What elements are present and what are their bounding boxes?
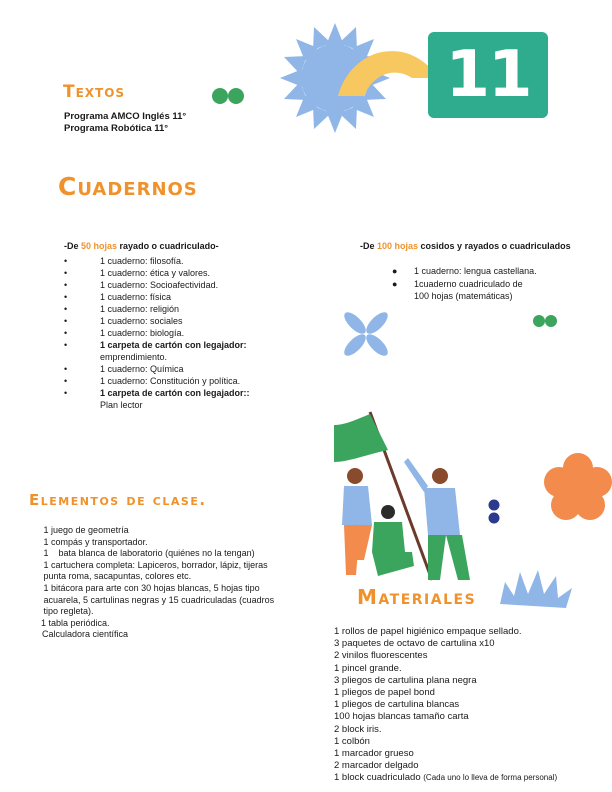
- list-item: ● 1 cuaderno: lengua castellana.: [392, 266, 537, 276]
- list-item: 2 marcador delgado: [334, 760, 419, 772]
- list-item: 1 tabla periódica.: [36, 617, 110, 628]
- elementos-title: Elementos de clase.: [29, 491, 207, 509]
- list-item: ● 1cuaderno cuadriculado de 100 hojas (matemáticas): [392, 279, 523, 301]
- list-item: 1 pliegos de cartulina blancas: [334, 699, 460, 711]
- list-item: 100 hojas blancas tamaño carta: [334, 711, 469, 723]
- green-dots-small-decoration: [533, 315, 557, 327]
- list-item: 1 colbón: [334, 735, 370, 747]
- list-item: 1 bitácora para arte con 30 hojas blancas, 5 hojas tipo acuarela, 5 cartulinas negras y 15 cuadriculadas (cuadros tipo regleta).: [43, 582, 275, 617]
- list-item: 1 compás y transportador.: [36, 536, 148, 547]
- list-item: • 1 cuaderno: sociales: [64, 316, 183, 326]
- item-text: 1 cuaderno: ética y valores.: [100, 268, 211, 278]
- blue-bush-decoration: [500, 570, 572, 608]
- list-item: Calculadora científica: [42, 629, 129, 640]
- item-text: 1cuaderno cuadriculado de 100 hojas (matemáticas): [414, 279, 523, 301]
- cuadernos-50-list: [64, 255, 264, 411]
- item-text: 1 cuaderno: lengua castellana.: [414, 266, 537, 276]
- list-item: • 1 cuaderno: física: [64, 292, 172, 302]
- list-item: 1 rollos de papel higiénico empaque sellado.: [334, 626, 522, 637]
- textos-item: Programa Robótica 11°: [64, 123, 169, 134]
- list-item: 1 marcador grueso: [334, 748, 414, 760]
- coral-flower-decoration: [544, 453, 612, 520]
- list-item: 3 pliegos de cartulina plana negra: [334, 674, 477, 686]
- textos-item: Programa AMCO Inglés 11°: [64, 111, 187, 122]
- item-text: 1 cuaderno: Química: [100, 364, 184, 374]
- item-text: 1 cuaderno: biología.: [100, 328, 185, 338]
- heading-prefix: -De: [360, 241, 378, 251]
- cuadernos-100-heading: [360, 241, 571, 251]
- list-item: • 1 cuaderno: Química: [64, 364, 184, 374]
- list-item: • 1 cuaderno: religión: [64, 304, 180, 314]
- item-text: Plan lector: [100, 400, 143, 410]
- item-text: 1 cuaderno: física: [100, 292, 172, 302]
- navy-dots-decoration: [489, 500, 500, 524]
- item-text: 1 cuaderno: filosofía.: [100, 256, 184, 266]
- elementos-list: [36, 525, 316, 641]
- list-item: • 1 carpeta de cartón con legajador: emprendimiento.: [64, 340, 247, 362]
- cuadernos-50-heading: [64, 241, 219, 251]
- heading-highlight: 100 hojas: [377, 241, 419, 251]
- item-text: 1 block cuadriculado: [334, 772, 421, 784]
- list-item: 1 bata blanca de laboratorio (quiénes no la tengan): [36, 548, 255, 559]
- list-item: • 1 cuaderno: filosofía.: [64, 256, 184, 266]
- item-text: 1 cuaderno: sociales: [100, 316, 183, 326]
- list-item: • 1 carpeta de cartón con legajador:: Plan lector: [64, 388, 250, 410]
- item-text: 1 cuaderno: Constitución y política.: [100, 376, 241, 386]
- item-text: emprendimiento.: [100, 352, 168, 362]
- heading-suffix: rayado o cuadriculado-: [117, 241, 219, 251]
- list-item: 1 cartuchera completa: Lapiceros, borrador, lápiz, tijeras punta roma, sacapuntas, colores etc.: [43, 559, 268, 582]
- list-item: • 1 cuaderno: Socioafectividad.: [64, 280, 219, 290]
- item-note: (Cada uno lo lleva de forma personal): [423, 773, 558, 783]
- item-bold: 1 carpeta de cartón con legajador:: [100, 340, 247, 350]
- heading-suffix: cosidos y rayados o cuadriculados: [418, 241, 571, 251]
- list-item: [334, 772, 609, 784]
- list-item: 3 paquetes de octavo de cartulina x10: [334, 638, 495, 650]
- materiales-title: Materiales: [357, 585, 477, 609]
- list-item: • 1 cuaderno: ética y valores.: [64, 268, 211, 278]
- cuadernos-100-list: [392, 265, 572, 303]
- heading-highlight: 50 hojas: [81, 241, 118, 251]
- green-dots-decoration: [212, 88, 244, 104]
- item-text: 1 cuaderno: Socioafectividad.: [100, 280, 219, 290]
- list-item: 2 block iris.: [334, 723, 382, 735]
- list-item: • 1 cuaderno: biología.: [64, 328, 185, 338]
- list-item: 1 juego de geometría: [36, 525, 129, 535]
- item-text: 1 cuaderno: religión: [100, 304, 180, 314]
- textos-list: [64, 111, 186, 135]
- list-item: 2 vinilos fluorescentes: [334, 650, 428, 662]
- item-bold: 1 carpeta de cartón con legajador::: [100, 388, 250, 398]
- grade-number: 11: [445, 38, 531, 112]
- blue-petals-decoration: [341, 309, 391, 359]
- list-item: • 1 cuaderno: Constitución y política.: [64, 376, 241, 386]
- list-item: 1 pliegos de papel bond: [334, 687, 435, 699]
- materiales-list: [334, 626, 609, 785]
- heading-prefix: -De: [64, 241, 82, 251]
- list-item: 1 pincel grande.: [334, 662, 402, 674]
- cuadernos-title: Cuadernos: [58, 172, 198, 201]
- flag-team-illustration: [334, 412, 470, 580]
- textos-title: Textos: [63, 82, 126, 102]
